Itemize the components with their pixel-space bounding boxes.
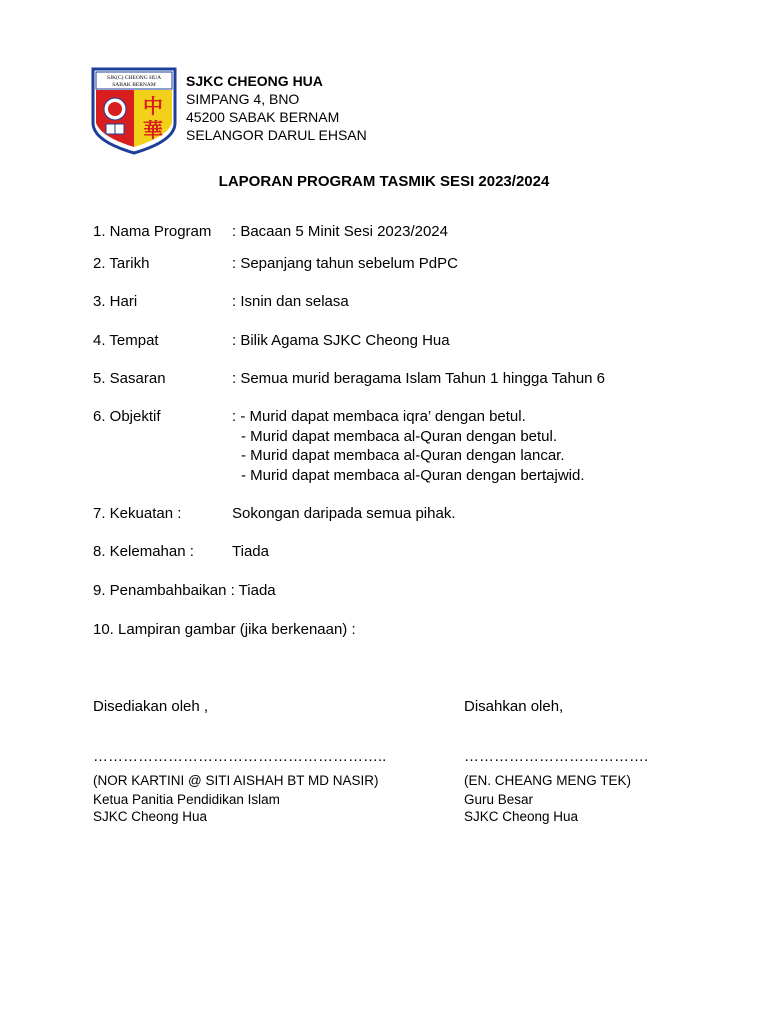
prepared-position: Ketua Panitia Pendidikan Islam (93, 792, 280, 807)
prepared-signature-line: ………………………………………………….. (93, 748, 387, 765)
item-kekuatan-value: Sokongan daripada semua pihak. (232, 505, 456, 522)
school-name: SJKC CHEONG HUA (186, 73, 323, 89)
item-hari-label: 3. Hari (93, 293, 138, 310)
prepared-school: SJKC Cheong Hua (93, 809, 208, 824)
objektif-line-4: - Murid dapat membaca al-Quran dengan bertajwid. (241, 466, 585, 484)
item-sasaran-label: 5. Sasaran (93, 370, 166, 387)
item-program-value: : Bacaan 5 Minit Sesi 2023/2024 (232, 223, 448, 240)
prepared-heading: Disediakan oleh , (93, 698, 209, 715)
item-hari-value: : Isnin dan selasa (232, 293, 349, 310)
approved-heading: Disahkan oleh, (464, 698, 564, 715)
school-header (186, 72, 367, 144)
objektif-line-3: - Murid dapat membaca al-Quran dengan lancar. (241, 447, 565, 464)
objektif-line-2: - Murid dapat membaca al-Quran dengan betul. (241, 427, 558, 445)
item-tarikh-label: 2. Tarikh (93, 255, 150, 272)
school-address-line1: SIMPANG 4, BNO (186, 91, 300, 107)
crest-glyph-bottom: 華 (143, 118, 163, 142)
report-title: LAPORAN PROGRAM TASMIK SESI 2023/2024 (218, 173, 550, 190)
crest-banner-line2: SABAK BERNAM (112, 82, 156, 88)
item-kelemahan-label: 8. Kelemahan : (93, 543, 194, 560)
approved-school: SJKC Cheong Hua (464, 809, 579, 824)
item-sasaran-value: : Semua murid beragama Islam Tahun 1 hingga Tahun 6 (232, 370, 606, 387)
item-program-label: 1. Nama Program (93, 223, 212, 240)
approved-signature-line: ………………………………. (464, 748, 649, 765)
crest-glyph-top: 中 (143, 94, 163, 118)
prepared-name: (NOR KARTINI @ SITI AISHAH BT MD NASIR) (93, 773, 379, 788)
item-tarikh-value: : Sepanjang tahun sebelum PdPC (232, 255, 458, 272)
approved-position: Guru Besar (464, 792, 534, 807)
item-objektif-label: 6. Objektif (93, 408, 161, 425)
school-address-line3: SELANGOR DARUL EHSAN (186, 127, 367, 143)
objektif-line-1: : - Murid dapat membaca iqra’ dengan betul. (232, 408, 526, 425)
item-tempat-value: : Bilik Agama SJKC Cheong Hua (232, 332, 450, 349)
item-kelemahan-value: Tiada (232, 543, 269, 560)
item-kekuatan-label: 7. Kekuatan : (93, 505, 182, 522)
approved-name: (EN. CHEANG MENG TEK) (464, 773, 632, 788)
item-tempat-label: 4. Tempat (93, 332, 159, 349)
school-crest-logo (91, 67, 177, 155)
crest-banner-line1: SJK(C) CHEONG HUA (106, 75, 162, 81)
item-penambahbaikan-label: 9. Penambahbaikan : Tiada (93, 582, 276, 599)
school-address-line2: 45200 SABAK BERNAM (186, 109, 340, 125)
objektif-list (232, 407, 585, 485)
item-lampiran-label: 10. Lampiran gambar (jika berkenaan) : (93, 621, 356, 638)
